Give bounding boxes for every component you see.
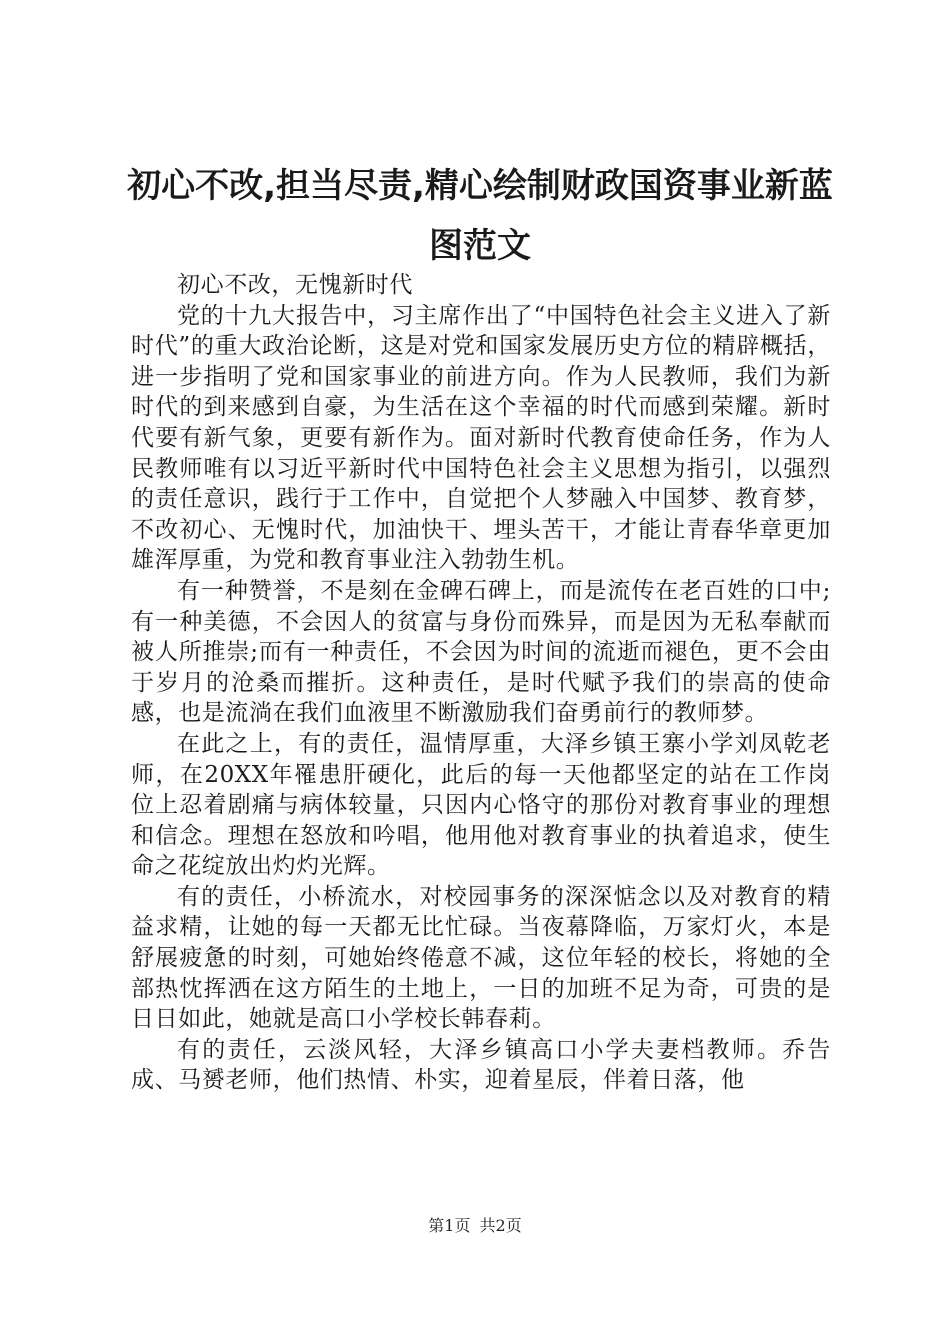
document-title: 初心不改,担当尽责,精心绘制财政国资事业新蓝图范文: [127, 166, 833, 266]
paragraph: 在此之上，有的责任，温情厚重，大泽乡镇王寨小学刘凤乾老师，在20XX年罹患肝硬化，此后的每一天他都坚定的站在工作岗位上忍着剧痛与病体较量，只因内心恪守的那份对教育事业的理想和信念。理想在怒放和吟唱，他用他对教育事业的执着追求，使生命之花绽放出灼灼光辉。: [131, 730, 831, 880]
page-number: 第1页: [428, 1216, 471, 1235]
page-total: 共2页: [479, 1216, 522, 1235]
paragraph: 党的十九大报告中，习主席作出了“中国特色社会主义进入了新时代”的重大政治论断，这是对党和国家发展历史方位的精辟概括，进一步指明了党和国家事业的前进方向。作为人民教师，我们为新时代的到来感到自豪，为生活在这个幸福的时代而感到荣耀。新时代要有新气象，更要有新作为。面对新时代教育使命任务，作为人民教师唯有以习近平新时代中国特色社会主义思想为指引，以强烈的责任意识，践行于工作中，自觉把个人梦融入中国梦、教育梦，不改初心、无愧时代，加油快干、埋头苦干，才能让青春华章更加雄浑厚重，为党和教育事业注入勃勃生机。: [131, 302, 831, 574]
section-heading: 初心不改，无愧新时代: [177, 272, 413, 298]
page-footer: [0, 1216, 950, 1236]
paragraph: 有的责任，小桥流水，对校园事务的深深惦念以及对教育的精益求精，让她的每一天都无比忙碌。当夜幕降临，万家灯火，本是舒展疲惫的时刻，可她始终倦意不减，这位年轻的校长，将她的全部热忱挥洒在这方陌生的土地上，一日的加班不足为奇，可贵的是日日如此，她就是高口小学校长韩春莉。: [131, 883, 831, 1033]
paragraph: 有一种赞誉，不是刻在金碑石碑上，而是流传在老百姓的口中;有一种美德，不会因人的贫富与身份而殊异，而是因为无私奉献而被人所推崇;而有一种责任，不会因为时间的流逝而褪色，更不会由于岁月的沧桑而摧折。这种责任，是时代赋予我们的崇高的使命感，也是流淌在我们血液里不断激励我们奋勇前行的教师梦。: [131, 577, 831, 727]
paragraph: 有的责任，云淡风轻，大泽乡镇高口小学夫妻档教师。乔告成、马赟老师，他们热情、朴实，迎着星辰，伴着日落，他: [131, 1036, 831, 1094]
document-body: [131, 270, 831, 1096]
